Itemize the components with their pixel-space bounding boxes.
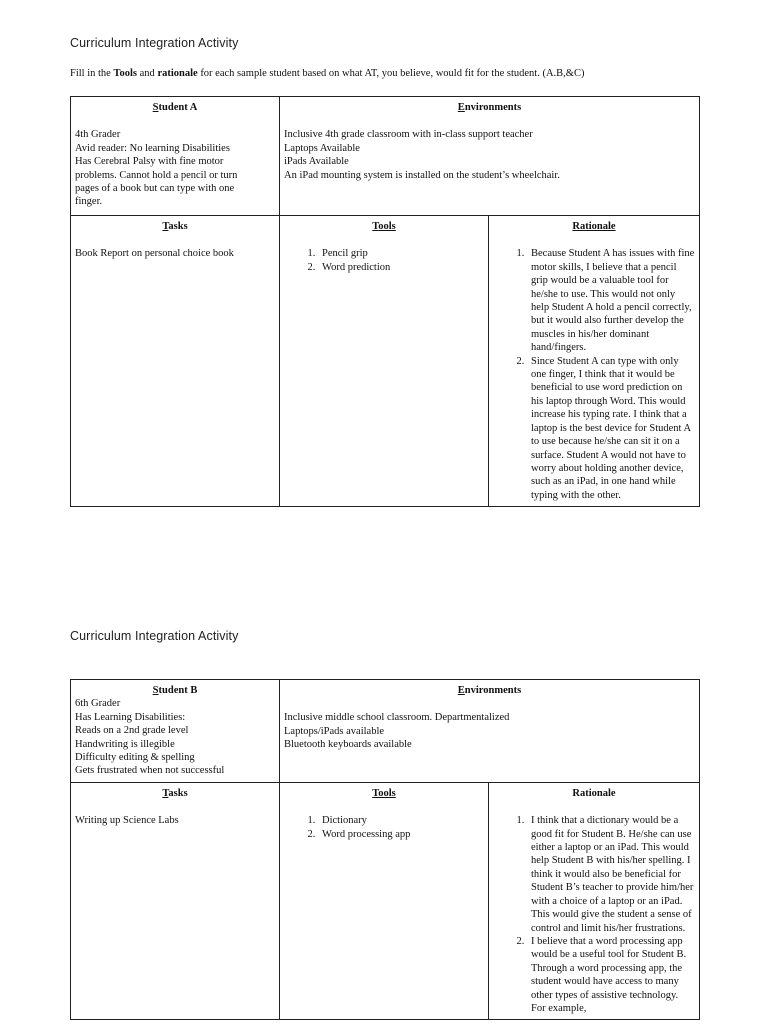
environment-line: Laptops Available xyxy=(284,142,360,154)
student-a-header: Student A xyxy=(152,102,198,113)
tasks-header: Tasks xyxy=(162,787,188,799)
rationale-item: 2. I believe that a word processing app would be a useful tool for Student B. Through a word processing app, the student would have access to many other types of assistive technology. For example, xyxy=(527,935,695,1015)
environment-line: Bluetooth keyboards available xyxy=(284,739,412,751)
student-b-tools-cell xyxy=(280,782,489,1020)
rationale-item: 2. Since Student A can type with only one finger, I think that it would be beneficial to use word prediction on his laptop through Word. This would increase his typing rate. I think that a laptop is the best device for Student A to use because he/she can sit it on a surface. Student A would not have to worry about holding another device, such as an iPad, in one hand while typing with the other. xyxy=(527,355,695,502)
instructions-bold-tools: Tools xyxy=(113,68,138,79)
student-a-tools-cell xyxy=(280,216,489,507)
tools-list xyxy=(284,814,484,841)
student-a-task-row xyxy=(71,216,700,507)
student-b-table xyxy=(70,679,700,1020)
instructions-text: Fill in the xyxy=(70,68,114,79)
profile-line: Avid reader: No learning Disabilities xyxy=(75,142,230,154)
profile-line: Handwriting is illegible xyxy=(75,738,175,750)
student-b-rationale-cell xyxy=(489,782,700,1020)
student-a-tasks-cell xyxy=(71,216,280,507)
instructions xyxy=(70,68,584,79)
student-a-profile-cell xyxy=(71,97,280,216)
tool-item: 2. Word prediction xyxy=(318,261,484,274)
page-title: Curriculum Integration Activity xyxy=(70,629,239,643)
student-b-profile-row xyxy=(71,680,700,783)
task-text: Writing up Science Labs xyxy=(75,815,179,827)
tasks-header: Tasks xyxy=(162,221,188,232)
tool-item: 1. Dictionary xyxy=(318,814,484,827)
rationale-header: Rationale xyxy=(572,221,616,232)
student-b-environments-cell xyxy=(280,680,700,783)
profile-line: Has Cerebral Palsy with fine motor xyxy=(75,156,224,168)
environments-header: Environments xyxy=(457,685,522,696)
student-a-table xyxy=(70,96,700,507)
tools-header: Tools xyxy=(372,221,396,232)
tools-list xyxy=(284,247,484,274)
environment-line: Laptops/iPads available xyxy=(284,725,385,737)
environment-line: Inclusive 4th grade classroom with in-class support teacher xyxy=(284,129,533,141)
instructions-text: and xyxy=(137,68,158,79)
instructions-bold-rationale: rationale xyxy=(157,68,198,79)
student-a-rationale-cell xyxy=(489,216,700,507)
student-b-profile-cell xyxy=(71,680,280,783)
rationale-list xyxy=(493,814,695,1015)
rationale-header: Rationale xyxy=(572,787,616,799)
page-title: Curriculum Integration Activity xyxy=(70,36,239,50)
profile-line: Reads on a 2nd grade level xyxy=(75,725,189,737)
profile-line: Gets frustrated when not successful xyxy=(75,765,225,777)
profile-line: finger. xyxy=(75,196,103,208)
profile-line: Difficulty editing & spelling xyxy=(75,752,195,764)
profile-line: pages of a book but can type with one xyxy=(75,183,235,195)
profile-line: problems. Cannot hold a pencil or turn xyxy=(75,169,238,181)
rationale-list xyxy=(493,247,695,502)
instructions-text: for each sample student based on what AT, you believe, would fit for the student. (A.B,&C) xyxy=(197,68,585,79)
rationale-item: 1. Because Student A has issues with fine motor skills, I believe that a pencil grip would be a valuable tool for he/she to use. This would not only help Student A hold a pencil correctly, but it would also further develop the muscles in his/her dominant hand/fingers. xyxy=(527,247,695,354)
profile-line: 6th Grader xyxy=(75,698,121,710)
student-b-task-row xyxy=(71,782,700,1020)
tool-item: 2. Word processing app xyxy=(318,828,484,841)
task-text: Book Report on personal choice book xyxy=(75,248,234,260)
environment-line: iPads Available xyxy=(284,156,349,168)
environment-line: Inclusive middle school classroom. Departmentalized xyxy=(284,712,510,724)
environment-line: An iPad mounting system is installed on the student’s wheelchair. xyxy=(284,169,560,181)
profile-line: 4th Grader xyxy=(75,129,121,141)
tool-item: 1. Pencil grip xyxy=(318,247,484,260)
environments-header: Environments xyxy=(457,102,522,113)
profile-line: Has Learning Disabilities: xyxy=(75,711,186,723)
student-b-tasks-cell xyxy=(71,782,280,1020)
tools-header: Tools xyxy=(372,787,396,799)
rationale-item: 1. I think that a dictionary would be a good fit for Student B. He/she can use either a laptop or an iPad. This would help Student B with his/her spelling. I think it would also be beneficial for Student B’s teacher to provide him/her with a choice of a laptop or an iPad. This would give the student a sense of control and limit his/her frustrations. xyxy=(527,814,695,935)
student-b-header: Student B xyxy=(152,685,198,696)
student-a-environments-cell xyxy=(280,97,700,216)
student-a-profile-row xyxy=(71,97,700,216)
